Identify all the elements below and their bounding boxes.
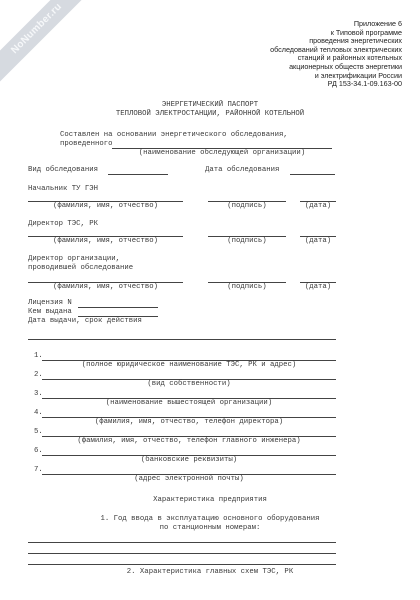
director-org-label-1: Директор организации,	[28, 255, 120, 263]
item-number: 7.	[34, 466, 43, 474]
director-org-label-2: проводившей обследование	[28, 264, 134, 272]
item2-text: 2. Характеристика главных схем ТЭС, РК	[126, 568, 294, 576]
date-caption: (дата)	[304, 237, 332, 245]
survey-date-label: Дата обследования	[205, 166, 280, 174]
appendix-header	[270, 20, 402, 89]
issue-date-label: Дата выдачи, срок действия	[28, 317, 142, 325]
item-number: 3.	[34, 390, 43, 398]
director-tes-label: Директор ТЭС, РК	[28, 220, 99, 228]
header-line: к Типовой программе	[330, 27, 402, 37]
header-line: Приложение 6	[353, 19, 402, 28]
blank-line	[28, 564, 336, 565]
date-caption: (дата)	[304, 283, 332, 291]
header-line: станций и районных котельных	[297, 53, 402, 63]
header-line: и электрификации России	[314, 70, 402, 80]
organization-caption: (наименование обследующей организации)	[138, 149, 306, 157]
sign-caption: (подпись)	[227, 237, 267, 245]
header-line: проведения энергетических	[309, 36, 402, 46]
header-line: РД 153-34.1-09.163-00	[327, 79, 402, 89]
date-caption: (дата)	[304, 202, 332, 210]
header-line: обследований тепловых электрических	[270, 44, 402, 54]
title-line-2: ТЕПЛОВОЙ ЭЛЕКТРОСТАНЦИИ, РАЙОННОЙ КОТЕЛЬНОЙ	[115, 110, 305, 118]
compiled-line-2: проведенного	[60, 140, 113, 148]
item-number: 5.	[34, 428, 43, 436]
head-tu-label: Начальник ТУ ГЭН	[28, 185, 99, 193]
item-number: 4.	[34, 409, 43, 417]
blank-line	[28, 553, 336, 554]
item1-line-1: 1. Год ввода в эксплуатацию основного оборудования	[100, 515, 320, 523]
blank-line	[28, 339, 336, 340]
item-number: 1.	[34, 352, 43, 360]
survey-date-line	[290, 174, 335, 175]
watermark-text: NoNumber.ru	[9, 1, 65, 57]
license-label: Лицензия N	[28, 299, 72, 307]
item-caption: (наименование вышестоящей организации)	[105, 399, 273, 407]
item-caption: (вид собственности)	[147, 380, 231, 388]
item-caption: (адрес электронной почты)	[134, 475, 244, 483]
item-number: 6.	[34, 447, 43, 455]
characteristics-title: Характеристика предприятия	[153, 496, 267, 504]
item-caption: (фамилия, имя, отчество, телефон директора)	[94, 418, 284, 426]
item-caption: (фамилия, имя, отчество, телефон главного инженера)	[77, 437, 301, 445]
compiled-line-1: Составлен на основании энергетического обследования,	[60, 131, 288, 139]
fio-caption: (фамилия, имя, отчество)	[52, 237, 159, 245]
survey-type-label: Вид обследования	[28, 166, 99, 174]
fio-caption: (фамилия, имя, отчество)	[52, 283, 159, 291]
survey-type-line	[108, 174, 168, 175]
title-line-1: ЭНЕРГЕТИЧЕСКИЙ ПАСПОРТ	[161, 101, 259, 109]
fio-caption: (фамилия, имя, отчество)	[52, 202, 159, 210]
sign-caption: (подпись)	[227, 202, 267, 210]
blank-line	[28, 542, 336, 543]
item-caption: (полное юридическое наименование ТЭС, РК и адрес)	[81, 361, 297, 369]
item1-line-2: по станционным номерам:	[159, 524, 261, 532]
license-line	[78, 307, 158, 308]
item-caption: (банковские реквизиты)	[140, 456, 238, 464]
watermark-ribbon	[0, 0, 98, 90]
header-line: акционерных обществ энергетики	[289, 61, 402, 71]
issued-by-label: Кем выдана	[28, 308, 72, 316]
item-number: 2.	[34, 371, 43, 379]
document-title	[60, 101, 360, 119]
sign-caption: (подпись)	[227, 283, 267, 291]
